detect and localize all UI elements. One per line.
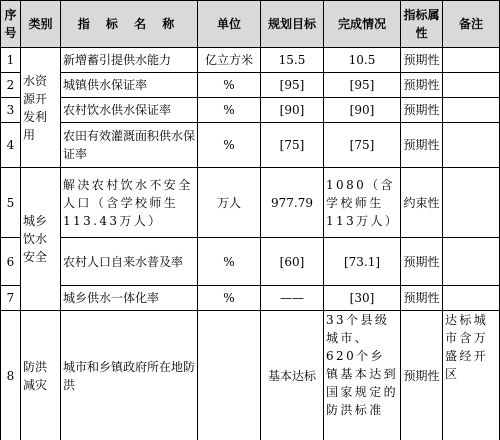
indicator-remark bbox=[443, 123, 500, 168]
indicator-unit: 亿立方米 bbox=[198, 48, 261, 73]
row-seq: 3 bbox=[1, 98, 21, 123]
indicator-status: 10.5 bbox=[324, 48, 401, 73]
indicator-name: 农村人口自来水普及率 bbox=[61, 238, 198, 286]
indicator-attribute: 预期性 bbox=[401, 48, 443, 73]
header-remark: 备注 bbox=[443, 1, 500, 48]
indicator-name: 解决农村饮水不安全人口（含学校师生113.43万人） bbox=[61, 168, 198, 238]
indicator-remark bbox=[443, 238, 500, 286]
indicator-target: 15.5 bbox=[261, 48, 324, 73]
indicator-status: [73.1] bbox=[324, 238, 401, 286]
category-cell-flood-control: 防洪减灾 bbox=[21, 311, 61, 440]
indicator-status: [75] bbox=[324, 123, 401, 168]
indicator-name: 城镇供水保证率 bbox=[61, 73, 198, 98]
table-row bbox=[1, 98, 500, 123]
row-seq: 8 bbox=[1, 311, 21, 440]
table-row bbox=[1, 123, 500, 168]
indicator-remark bbox=[443, 286, 500, 311]
header-unit: 单位 bbox=[198, 1, 261, 48]
indicator-attribute: 预期性 bbox=[401, 286, 443, 311]
indicator-unit: 万人 bbox=[198, 168, 261, 238]
table-row bbox=[1, 48, 500, 73]
indicator-remark: 达标城市含万盛经开区 bbox=[443, 311, 500, 440]
indicator-name: 农田有效灌溉面积供水保证率 bbox=[61, 123, 198, 168]
indicator-remark bbox=[443, 73, 500, 98]
indicator-status: [30] bbox=[324, 286, 401, 311]
header-status: 完成情况 bbox=[324, 1, 401, 48]
indicator-target: [60] bbox=[261, 238, 324, 286]
indicator-status: [90] bbox=[324, 98, 401, 123]
table-row bbox=[1, 73, 500, 98]
indicator-status: 33个县级城市、620个乡镇基本达到国家规定的防洪标准 bbox=[324, 311, 401, 440]
row-seq: 4 bbox=[1, 123, 21, 168]
category-cell-rural-water: 城乡饮水安全 bbox=[21, 168, 61, 311]
indicator-name: 城市和乡镇政府所在地防洪 bbox=[61, 311, 198, 440]
header-attribute: 指标属性 bbox=[401, 1, 443, 48]
header-seq: 序号 bbox=[1, 1, 21, 48]
indicator-remark bbox=[443, 168, 500, 238]
row-seq: 5 bbox=[1, 168, 21, 238]
table-row bbox=[1, 286, 500, 311]
indicator-unit: % bbox=[198, 123, 261, 168]
indicator-unit: % bbox=[198, 98, 261, 123]
indicator-attribute: 预期性 bbox=[401, 123, 443, 168]
table-row bbox=[1, 238, 500, 286]
indicator-unit bbox=[198, 311, 261, 440]
indicator-target: [95] bbox=[261, 73, 324, 98]
indicator-name: 新增蓄引提供水能力 bbox=[61, 48, 198, 73]
indicator-attribute: 预期性 bbox=[401, 238, 443, 286]
indicator-target: [75] bbox=[261, 123, 324, 168]
indicator-target: 977.79 bbox=[261, 168, 324, 238]
table-header-row bbox=[1, 1, 500, 48]
indicator-attribute: 约束性 bbox=[401, 168, 443, 238]
indicator-name: 城乡供水一体化率 bbox=[61, 286, 198, 311]
indicator-remark bbox=[443, 48, 500, 73]
header-category: 类别 bbox=[21, 1, 61, 48]
indicator-unit: % bbox=[198, 286, 261, 311]
row-seq: 2 bbox=[1, 73, 21, 98]
indicator-target: [90] bbox=[261, 98, 324, 123]
header-target: 规划目标 bbox=[261, 1, 324, 48]
table-row bbox=[1, 311, 500, 440]
table-row bbox=[1, 168, 500, 238]
row-seq: 6 bbox=[1, 238, 21, 286]
header-indicator: 指 标 名 称 bbox=[61, 1, 198, 48]
indicator-remark bbox=[443, 98, 500, 123]
indicator-unit: % bbox=[198, 238, 261, 286]
category-cell-water-resources: 水资源开发利用 bbox=[21, 48, 61, 168]
row-seq: 7 bbox=[1, 286, 21, 311]
indicator-status: 1080（含学校师生113万人） bbox=[324, 168, 401, 238]
row-seq: 1 bbox=[1, 48, 21, 73]
indicator-attribute: 预期性 bbox=[401, 73, 443, 98]
indicator-name: 农村饮水供水保证率 bbox=[61, 98, 198, 123]
indicator-target: 基本达标 bbox=[261, 311, 324, 440]
indicator-attribute: 预期性 bbox=[401, 311, 443, 440]
indicator-attribute: 预期性 bbox=[401, 98, 443, 123]
indicator-unit: % bbox=[198, 73, 261, 98]
indicator-status: [95] bbox=[324, 73, 401, 98]
indicator-target: —— bbox=[261, 286, 324, 311]
